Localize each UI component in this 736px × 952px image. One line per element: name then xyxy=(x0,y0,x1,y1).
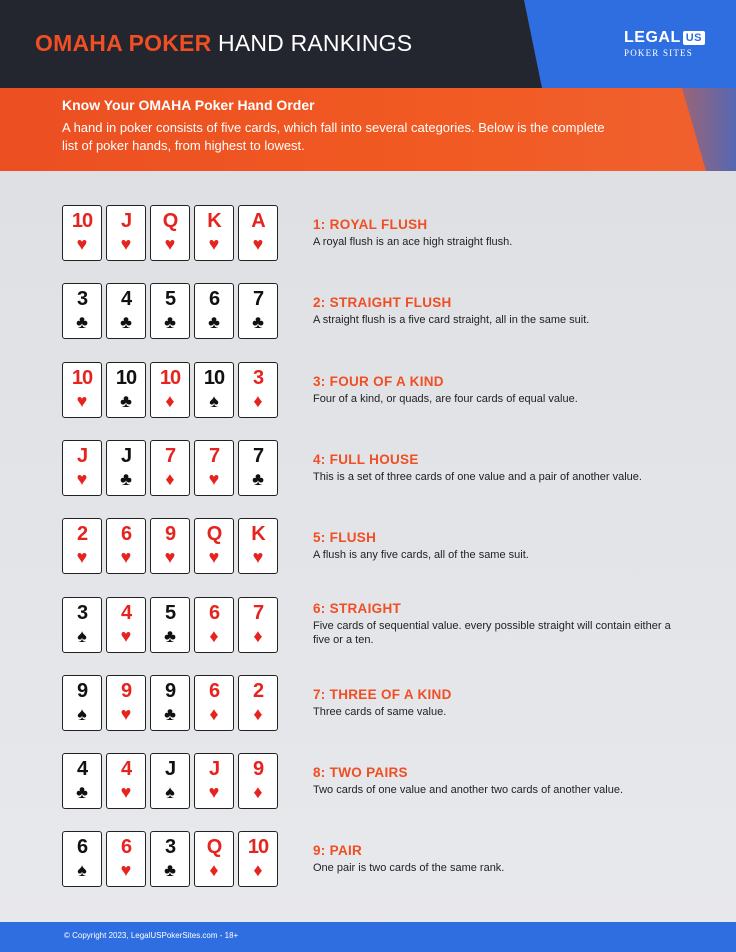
playing-card xyxy=(106,831,146,887)
playing-card xyxy=(150,440,190,496)
playing-card xyxy=(106,440,146,496)
card-group xyxy=(62,831,278,887)
intro-band xyxy=(0,88,736,171)
footer-copyright: © Copyright 2023, LegalUSPokerSites.com - 18+ xyxy=(64,931,239,940)
heart-suit-icon: ♥ xyxy=(76,547,88,567)
playing-card xyxy=(62,675,102,731)
heart-suit-icon: ♥ xyxy=(252,547,264,567)
playing-card xyxy=(106,205,146,261)
heart-suit-icon: ♥ xyxy=(164,547,176,567)
card-rank: 9 xyxy=(164,680,176,702)
playing-card xyxy=(194,205,234,261)
club-suit-icon: ♣ xyxy=(76,782,88,802)
card-rank: 3 xyxy=(164,836,176,858)
playing-card xyxy=(106,518,146,574)
hand-description: A flush is any five cards, all of the same suit. xyxy=(313,549,529,561)
card-rank: 4 xyxy=(120,602,132,624)
hand-description: Four of a kind, or quads, are four cards of equal value. xyxy=(313,393,578,405)
club-suit-icon: ♣ xyxy=(120,391,132,411)
card-rank: 4 xyxy=(120,758,132,780)
spade-suit-icon: ♠ xyxy=(209,391,219,411)
card-rank: 2 xyxy=(252,680,264,702)
hand-title: 4: FULL HOUSE xyxy=(313,452,419,467)
logo-main-text: LEGAL xyxy=(624,29,681,46)
card-rank: Q xyxy=(206,523,222,545)
card-group xyxy=(62,362,278,418)
playing-card xyxy=(106,597,146,653)
playing-card xyxy=(62,440,102,496)
card-rank: J xyxy=(120,210,132,232)
hand-description: One pair is two cards of the same rank. xyxy=(313,862,505,874)
hand-row xyxy=(0,362,736,424)
card-rank: 4 xyxy=(120,288,132,310)
heart-suit-icon: ♥ xyxy=(76,391,88,411)
playing-card xyxy=(62,518,102,574)
club-suit-icon: ♣ xyxy=(120,469,132,489)
hand-title: 7: THREE OF A KIND xyxy=(313,687,452,702)
diamond-suit-icon: ♦ xyxy=(253,860,263,880)
playing-card xyxy=(62,283,102,339)
club-suit-icon: ♣ xyxy=(164,626,176,646)
playing-card xyxy=(106,362,146,418)
playing-card xyxy=(238,597,278,653)
card-rank: 6 xyxy=(120,836,132,858)
page-title xyxy=(35,30,412,57)
hand-title: 3: FOUR OF A KIND xyxy=(313,374,444,389)
hand-info xyxy=(313,530,683,562)
card-rank: J xyxy=(120,445,132,467)
playing-card xyxy=(62,205,102,261)
heart-suit-icon: ♥ xyxy=(208,782,220,802)
card-rank: 7 xyxy=(252,602,264,624)
playing-card xyxy=(194,831,234,887)
card-rank: 10 xyxy=(203,367,225,389)
card-group xyxy=(62,675,278,731)
hand-description: A straight flush is a five card straight, all in the same suit. xyxy=(313,314,590,326)
card-rank: 2 xyxy=(76,523,88,545)
card-rank: Q xyxy=(162,210,178,232)
club-suit-icon: ♣ xyxy=(164,312,176,332)
intro-blue-accent xyxy=(616,88,736,171)
playing-card xyxy=(150,675,190,731)
hand-info xyxy=(313,452,683,484)
card-rank: J xyxy=(76,445,88,467)
club-suit-icon: ♣ xyxy=(252,312,264,332)
heart-suit-icon: ♥ xyxy=(76,234,88,254)
hand-info xyxy=(313,374,683,406)
hand-title: 8: TWO PAIRS xyxy=(313,765,408,780)
spade-suit-icon: ♠ xyxy=(77,860,87,880)
playing-card xyxy=(150,518,190,574)
playing-card xyxy=(238,753,278,809)
hand-row xyxy=(0,831,736,893)
diamond-suit-icon: ♦ xyxy=(209,860,219,880)
heart-suit-icon: ♥ xyxy=(76,469,88,489)
card-rank: 5 xyxy=(164,288,176,310)
hand-row xyxy=(0,205,736,267)
card-rank: 3 xyxy=(76,602,88,624)
card-rank: 6 xyxy=(208,602,220,624)
site-logo[interactable] xyxy=(624,29,705,58)
card-rank: 9 xyxy=(120,680,132,702)
card-rank: 9 xyxy=(164,523,176,545)
playing-card xyxy=(238,362,278,418)
heart-suit-icon: ♥ xyxy=(120,547,132,567)
heart-suit-icon: ♥ xyxy=(120,782,132,802)
diamond-suit-icon: ♦ xyxy=(253,782,263,802)
playing-card xyxy=(150,597,190,653)
playing-card xyxy=(150,362,190,418)
card-rank: 7 xyxy=(252,288,264,310)
playing-card xyxy=(106,675,146,731)
playing-card xyxy=(150,831,190,887)
spade-suit-icon: ♠ xyxy=(165,782,175,802)
playing-card xyxy=(106,753,146,809)
playing-card xyxy=(238,831,278,887)
card-rank: 3 xyxy=(76,288,88,310)
hand-row xyxy=(0,675,736,737)
hand-row xyxy=(0,518,736,580)
card-group xyxy=(62,518,278,574)
playing-card xyxy=(194,518,234,574)
card-rank: 7 xyxy=(208,445,220,467)
club-suit-icon: ♣ xyxy=(252,469,264,489)
hand-row xyxy=(0,753,736,815)
playing-card xyxy=(238,205,278,261)
diamond-suit-icon: ♦ xyxy=(209,704,219,724)
diamond-suit-icon: ♦ xyxy=(165,469,175,489)
card-rank: A xyxy=(251,210,265,232)
diamond-suit-icon: ♦ xyxy=(165,391,175,411)
heart-suit-icon: ♥ xyxy=(164,234,176,254)
card-group xyxy=(62,283,278,339)
playing-card xyxy=(238,440,278,496)
diamond-suit-icon: ♦ xyxy=(253,391,263,411)
intro-text: A hand in poker consists of five cards, which fall into several categories. Below is the complete list of poker hands, from highest to lowest. xyxy=(62,120,605,153)
diamond-suit-icon: ♦ xyxy=(253,626,263,646)
card-rank: 7 xyxy=(164,445,176,467)
hand-row xyxy=(0,283,736,345)
hand-title: 2: STRAIGHT FLUSH xyxy=(313,295,452,310)
hand-description: A royal flush is an ace high straight flush. xyxy=(313,236,513,248)
title-rest: HAND RANKINGS xyxy=(218,30,413,56)
playing-card xyxy=(194,597,234,653)
playing-card xyxy=(194,753,234,809)
card-rank: K xyxy=(207,210,221,232)
card-rank: 3 xyxy=(252,367,264,389)
playing-card xyxy=(194,283,234,339)
club-suit-icon: ♣ xyxy=(208,312,220,332)
playing-card xyxy=(106,283,146,339)
card-group xyxy=(62,440,278,496)
card-group xyxy=(62,205,278,261)
heart-suit-icon: ♥ xyxy=(208,234,220,254)
heart-suit-icon: ♥ xyxy=(208,469,220,489)
card-rank: 10 xyxy=(71,367,93,389)
hand-info xyxy=(313,217,683,249)
card-rank: 9 xyxy=(76,680,88,702)
hand-info xyxy=(313,601,683,647)
diamond-suit-icon: ♦ xyxy=(253,704,263,724)
card-rank: Q xyxy=(206,836,222,858)
hand-row xyxy=(0,440,736,502)
playing-card xyxy=(238,675,278,731)
hand-info xyxy=(313,295,683,327)
club-suit-icon: ♣ xyxy=(76,312,88,332)
hand-title: 1: ROYAL FLUSH xyxy=(313,217,428,232)
heart-suit-icon: ♥ xyxy=(120,234,132,254)
hand-info xyxy=(313,765,683,797)
hand-title: 6: STRAIGHT xyxy=(313,601,402,616)
playing-card xyxy=(194,675,234,731)
spade-suit-icon: ♠ xyxy=(77,704,87,724)
logo-badge: US xyxy=(683,31,705,45)
playing-card xyxy=(238,283,278,339)
card-rank: 10 xyxy=(159,367,181,389)
card-rank: 6 xyxy=(120,523,132,545)
hand-row xyxy=(0,597,736,659)
heart-suit-icon: ♥ xyxy=(120,704,132,724)
card-rank: J xyxy=(208,758,220,780)
playing-card xyxy=(150,283,190,339)
card-rank: 6 xyxy=(208,288,220,310)
card-rank: 10 xyxy=(247,836,269,858)
hand-description: Three cards of same value. xyxy=(313,706,447,718)
header-banner xyxy=(0,0,736,88)
card-rank: 10 xyxy=(115,367,137,389)
card-rank: 6 xyxy=(208,680,220,702)
card-group xyxy=(62,753,278,809)
playing-card xyxy=(194,362,234,418)
playing-card xyxy=(62,362,102,418)
heart-suit-icon: ♥ xyxy=(120,626,132,646)
card-rank: 9 xyxy=(252,758,264,780)
card-rank: 4 xyxy=(76,758,88,780)
club-suit-icon: ♣ xyxy=(164,704,176,724)
hand-description: Five cards of sequential value. every possible straight will contain either a five or a ten. xyxy=(313,620,671,646)
club-suit-icon: ♣ xyxy=(120,312,132,332)
card-group xyxy=(62,597,278,653)
playing-card xyxy=(150,753,190,809)
logo-sub-text: POKER SITES xyxy=(624,48,693,58)
playing-card xyxy=(194,440,234,496)
playing-card xyxy=(238,518,278,574)
heart-suit-icon: ♥ xyxy=(208,547,220,567)
club-suit-icon: ♣ xyxy=(164,860,176,880)
card-rank: K xyxy=(251,523,265,545)
heart-suit-icon: ♥ xyxy=(120,860,132,880)
hand-description: This is a set of three cards of one value and a pair of another value. xyxy=(313,471,642,483)
card-rank: 6 xyxy=(76,836,88,858)
playing-card xyxy=(62,597,102,653)
hand-description: Two cards of one value and another two cards of another value. xyxy=(313,784,624,796)
hand-title: 5: FLUSH xyxy=(313,530,377,545)
hand-info xyxy=(313,687,683,719)
heart-suit-icon: ♥ xyxy=(252,234,264,254)
intro-heading: Know Your OMAHA Poker Hand Order xyxy=(62,97,315,113)
footer xyxy=(0,922,736,952)
spade-suit-icon: ♠ xyxy=(77,626,87,646)
playing-card xyxy=(150,205,190,261)
card-rank: J xyxy=(164,758,176,780)
playing-card xyxy=(62,831,102,887)
hand-title: 9: PAIR xyxy=(313,843,363,858)
diamond-suit-icon: ♦ xyxy=(209,626,219,646)
card-rank: 10 xyxy=(71,210,93,232)
card-rank: 5 xyxy=(164,602,176,624)
playing-card xyxy=(62,753,102,809)
hand-info xyxy=(313,843,683,875)
title-accent: OMAHA POKER xyxy=(35,30,212,56)
card-rank: 7 xyxy=(252,445,264,467)
